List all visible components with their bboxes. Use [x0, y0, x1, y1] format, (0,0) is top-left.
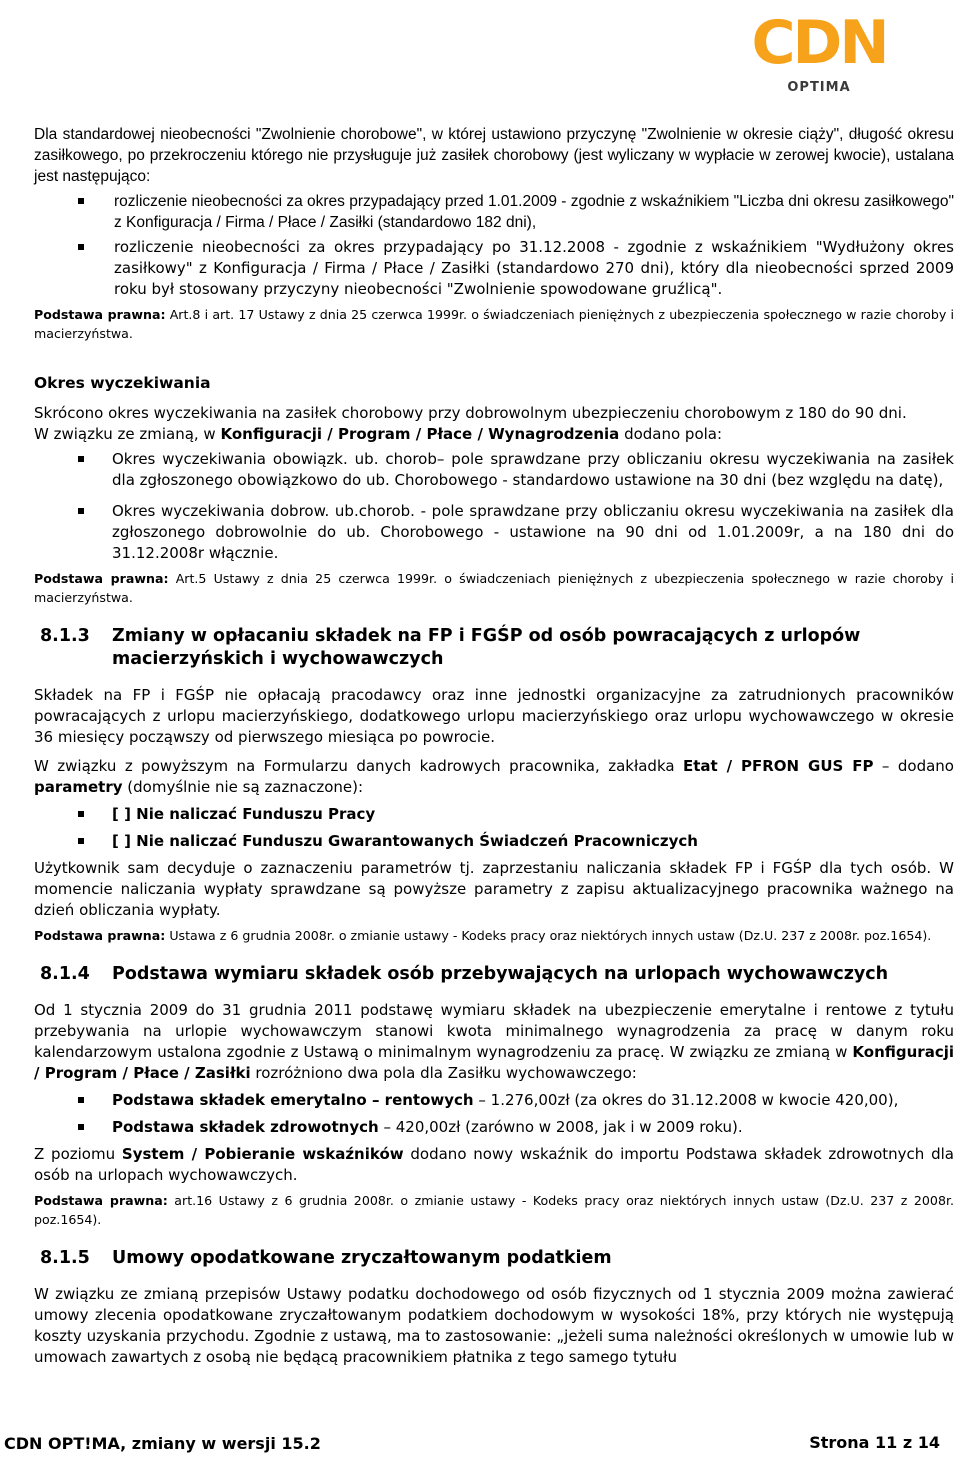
list-item-text: – 1.276,00zł (za okres do 31.12.2008 w kwocie 420,00),: [473, 1091, 899, 1109]
section2-legal-basis: [34, 569, 954, 607]
legal-basis-label: Podstawa prawna:: [34, 1193, 168, 1208]
logo-subtitle: OPTIMA: [787, 80, 851, 95]
section1-legal-basis: [34, 305, 954, 343]
list-item: [34, 1117, 954, 1138]
bullet-icon: [78, 1097, 84, 1103]
text-run: W związku z powyższym na Formularzu danych kadrowych pracownika, zakładka: [34, 757, 684, 775]
list-item-text: [ ] Nie naliczać Funduszu Gwarantowanych Świadczeń Pracowniczych: [112, 832, 698, 850]
section-title: Umowy opodatkowane zryczałtowanym podatkiem: [112, 1248, 612, 1268]
section3-paragraph-3: Użytkownik sam decyduje o zaznaczeniu parametrów tj. zaprzestaniu naliczania składek FP i FGŚP dla tych osób. W momencie naliczania wypłaty sprawdzane są powyższe parametry z zapisu aktualizacyjnego pracownika ważnego na dzień obliczania wypłaty.: [34, 859, 954, 919]
list-item-text: rozliczenie nieobecności za okres przypadający po 31.12.2008 - zgodnie z wskaźnikiem "Wydłużony okres zasiłkowy" z Konfiguracja / Firma / Płace / Zasiłki (standardowo 270 dni), który dla nieobecności sprzed 2009 roku był stosowany przyczyny nieobecności "Zwolnienie spowodowane gruźlicą".: [114, 238, 954, 298]
text-run: dodano pola:: [619, 425, 723, 443]
list-item: [34, 804, 954, 825]
menu-path: Konfiguracji / Program / Płace / Wynagrodzenia: [220, 425, 620, 443]
section2-paragraph-1: Skrócono okres wyczekiwania na zasiłek chorobowy przy dobrowolnym ubezpieczeniu chorobowym z 180 do 90 dni.: [34, 404, 907, 422]
section5-paragraph-1: W związku ze zmianą przepisów Ustawy podatku dochodowego od osób fizycznych od 1 stycznia 2009 można zawierać umowy zlecenia opodatkowane zryczałtowanym podatkiem dochodowym w wysokości 18%, przy których nie występują koszty uzyskania przychodu. Zgodnie z ustawą, ma to zastosowanie: „jeżeli suma należności określonych w umowie lub w umowach zawartych z osobą nie będącą pracownikiem płatnika z tego samego tytułu: [34, 1285, 954, 1366]
menu-path: Konfiguracji / Program / Płace / Zasiłki: [34, 1043, 954, 1082]
list-item: [34, 237, 954, 300]
section2-heading: Okres wyczekiwania: [34, 374, 211, 392]
list-item: [34, 191, 954, 233]
logo-letter-c: C: [751, 8, 793, 78]
list-item-text: Okres wyczekiwania obowiązk. ub. chorob– pole sprawdzane przy obliczaniu okresu wyczekiwania na zasiłek dla zgłoszonego obowiązkowo do ub. Chorobowego - standardowo ustawione na 30 dni (bez względu na datę),: [112, 450, 954, 489]
bullet-icon: [78, 838, 84, 844]
section-title: Podstawa wymiaru składek osób przebywających na urlopach wychowawczych: [112, 964, 889, 984]
legal-basis-text: art.16 Ustawy z 6 grudnia 2008r. o zmianie ustawy - Kodeks pracy oraz niektórych innych ustaw (Dz.U. 237 z 2008r. poz.1654).: [34, 1193, 954, 1227]
bullet-icon: [78, 456, 84, 462]
logo-letter-d: D: [792, 8, 840, 78]
legal-basis-label: Podstawa prawna:: [34, 307, 166, 322]
list-item: [34, 831, 954, 852]
list-item-text: – 420,00zł (zarówno w 2008, jak i w 2009 roku).: [378, 1118, 743, 1136]
list-item-text: [ ] Nie naliczać Funduszu Pracy: [112, 805, 376, 823]
list-item-label: Podstawa składek emerytalno – rentowych: [112, 1091, 474, 1109]
section-number: 8.1.4: [40, 964, 90, 984]
section-title: Zmiany w opłacaniu składek na FP i FGŚP od osób powracających z urlopów macierzyńskich i wychowawczych: [112, 626, 861, 669]
section2-list: [34, 449, 954, 564]
logo-letter-n: N: [839, 8, 887, 78]
text-run: Od 1 stycznia 2009 do 31 grudnia 2011 podstawę wymiaru składek na ubezpieczenie emerytalne i rentowe z tytułu przebywania na urlopie wychowawczym stanowi kwota minimalnego wynagrodzenia za pracę w danym roku kalendarzowym ustalona zgodnie z Ustawą o minimalnym wynagrodzeniu za pracę. W związku ze zmianą w: [34, 1001, 954, 1061]
legal-basis-text: Ustawa z 6 grudnia 2008r. o zmianie ustawy - Kodeks pracy oraz niektórych innych ustaw (Dz.U. 237 z 2008r. poz.1654).: [169, 928, 932, 943]
bullet-icon: [78, 1124, 84, 1130]
text-run: W związku ze zmianą, w: [34, 425, 221, 443]
text-run: rozróżniono dwa pola dla Zasiłku wychowawczego:: [250, 1064, 637, 1082]
section2-paragraph-2: [34, 424, 954, 445]
text-run: (domyślnie nie są zaznaczone):: [122, 778, 364, 796]
section4-legal-basis: [34, 1191, 954, 1229]
text-run: – dodano: [873, 757, 954, 775]
section3-paragraph-1: Składek na FP i FGŚP nie opłacają pracodawcy oraz inne jednostki organizacyjne za zatrudnionych pracowników powracających z urlopu macierzyńskiego, dodatkowego urlopu macierzyńskiego oraz urlopu wychowawczego w okresie 36 miesięcy począwszy od pierwszego miesiąca po powrocie.: [34, 686, 954, 746]
legal-basis-text: Art.5 Ustawy z dnia 25 czerwca 1999r. o świadczeniach pieniężnych z ubezpieczenia społecznego w razie choroby i macierzyństwa.: [34, 571, 954, 605]
bullet-icon: [78, 198, 84, 204]
document-body: [34, 124, 954, 1368]
menu-path: System / Pobieranie wskaźników: [121, 1145, 404, 1163]
list-item: [34, 501, 954, 564]
list-item: [34, 449, 954, 491]
section-number: 8.1.5: [40, 1248, 90, 1268]
bullet-icon: [78, 508, 84, 514]
legal-basis-label: Podstawa prawna:: [34, 571, 169, 586]
bold-term: parametry: [34, 778, 123, 796]
section4-list: [34, 1090, 954, 1138]
section1-list: [34, 191, 954, 300]
list-item-text: rozliczenie nieobecności za okres przypadający przed 1.01.2009 - zgodnie z wskaźnikiem "Liczba dni okresu zasiłkowego" z Konfiguracja / Firma / Płace / Zasiłki (standardowo 182 dni),: [114, 193, 954, 231]
list-item-text: Okres wyczekiwania dobrow. ub.chorob. - pole sprawdzane przy obliczaniu okresu wyczekiwania na zasiłek dla zgłoszonego dobrowolnie do ub. Chorobowego - ustawione na 90 dni od 1.01.2009r, a na 180 dni do 31.12.2008r włącznie.: [112, 502, 954, 562]
list-item-label: Podstawa składek zdrowotnych: [112, 1118, 379, 1136]
logo-wordmark: [740, 8, 898, 78]
section3-paragraph-2: [34, 756, 954, 798]
section1-intro: Dla standardowej nieobecności "Zwolnienie chorobowe", w której ustawiono przyczynę "Zwolnienie w okresie ciąży", długość okresu zasiłkowego, po przekroczeniu którego nie przysługuje już zasiłek chorobowy (jest wyliczany w wypłacie w zerowej kwocie), ustalana jest następująco:: [34, 126, 954, 185]
section3-heading: [34, 625, 954, 671]
bullet-icon: [78, 244, 84, 250]
footer-title: CDN OPT!MA, zmiany w wersji 15.2: [4, 1434, 321, 1453]
text-run: dodano nowy wskaźnik do importu Podstawa składek zdrowotnych dla osób na urlopach wychowawczych.: [34, 1145, 954, 1184]
legal-basis-label: Podstawa prawna:: [34, 928, 166, 943]
bullet-icon: [78, 811, 84, 817]
section-number: 8.1.3: [40, 626, 90, 646]
page-number: Strona 11 z 14: [809, 1433, 940, 1452]
text-run: Z poziomu: [34, 1145, 122, 1163]
section5-heading: [34, 1247, 954, 1270]
section4-paragraph-2: [34, 1144, 954, 1186]
tab-path: Etat / PFRON GUS FP: [683, 757, 874, 775]
legal-basis-text: Art.8 i art. 17 Ustawy z dnia 25 czerwca 1999r. o świadczeniach pieniężnych z ubezpieczenia społecznego w razie choroby i macierzyństwa.: [34, 307, 954, 341]
section3-list: [34, 804, 954, 852]
section3-legal-basis: [34, 926, 954, 945]
list-item: [34, 1090, 954, 1111]
section4-heading: [34, 963, 954, 986]
cdn-optima-logo: [740, 8, 898, 108]
section4-paragraph-1: [34, 1000, 954, 1084]
